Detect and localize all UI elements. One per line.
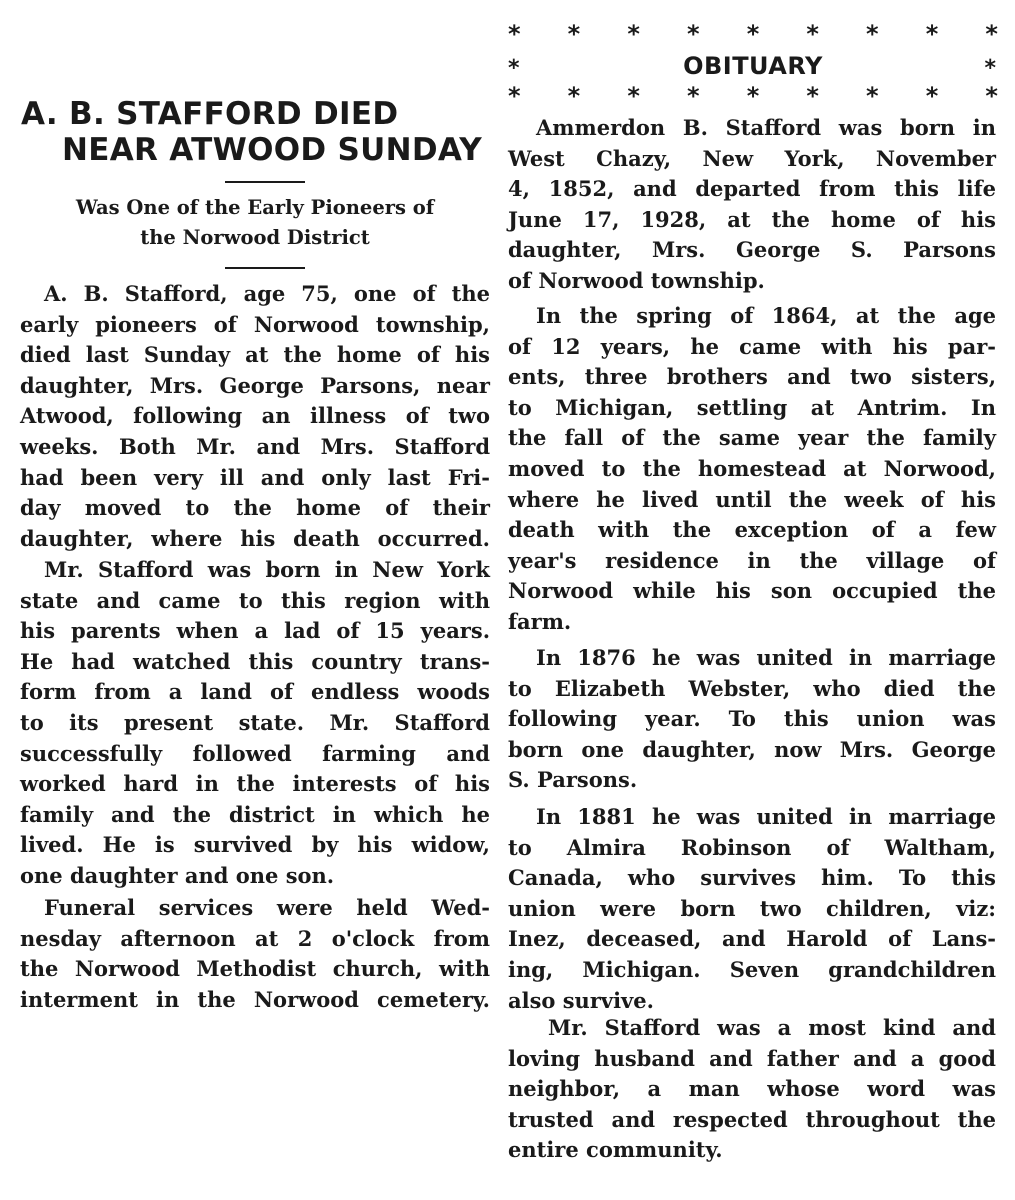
text-line: A. B. Stafford, age 75, one of the [44,281,490,306]
left-paragraph-1 [20,279,490,554]
text-line: S. Parsons. [508,767,638,793]
star-ornament: * [866,82,879,110]
text-line: the fall of the same year the family [508,425,996,451]
text-line: entire community. [508,1137,723,1163]
obituary-paragraph-4 [508,802,996,1016]
star-ornament: * [567,82,581,110]
star-ornament: * [746,20,760,48]
text-line: In 1876 he was united in marriage [536,645,996,670]
text-line: day moved to the home of their [20,495,490,521]
star-ornament: * [627,20,640,48]
text-line: Funeral services were held Wed- [44,895,490,920]
text-line: ing, Michigan. Seven grandchildren [508,956,996,982]
text-line: worked hard in the interests of his [20,771,490,797]
text-line: In 1881 he was united in marriage [536,804,996,829]
star-ornament: * [806,20,819,48]
obituary-title: OBITUARY [683,52,823,80]
text-line: Mr. Stafford was born in New York [44,557,490,582]
obituary-paragraph-2 [508,301,996,638]
obituary-paragraph-5 [508,1013,996,1166]
text-line: Canada, who survives him. To this [508,865,996,891]
text-line: union were born two children, viz: [508,895,996,921]
text-line: the Norwood Methodist church, with [20,956,490,982]
text-line: to Elizabeth Webster, who died the [508,675,996,701]
star-ornament: * [985,82,998,110]
text-line: state and came to this region with [20,587,490,613]
text-line: Atwood, following an illness of two [20,403,490,429]
subhead-line: the Norwood District [140,226,370,249]
subhead-line: Was One of the Early Pioneers of [75,196,435,219]
text-line: daughter, Mrs. George Parsons, near [20,372,490,398]
star-ornament: * [984,56,996,81]
star-border-bottom [508,84,998,108]
star-ornament: * [508,56,520,81]
text-line: to Almira Robinson of Waltham, [508,834,996,860]
left-paragraph-3 [20,893,490,1015]
article-headline [20,96,490,168]
text-line: trusted and respected throughout the [508,1106,996,1132]
text-line: successfully followed farming and [20,740,490,766]
text-line: ents, three brothers and two sisters, [508,364,996,390]
star-ornament: * [567,20,581,48]
star-ornament: * [627,82,640,110]
star-ornament: * [866,20,879,48]
star-ornament: * [687,82,700,110]
headline-line: NEAR ATWOOD SUNDAY [62,132,482,168]
text-line: of Norwood township. [508,267,765,293]
text-line: Norwood while his son occupied the [508,578,996,604]
star-ornament: * [508,20,521,48]
text-line: June 17, 1928, at the home of his [508,206,996,232]
text-line: In the spring of 1864, at the age [536,303,996,328]
star-ornament: * [806,82,819,110]
text-line: weeks. Both Mr. and Mrs. Stafford [20,433,490,459]
text-line: also survive. [508,987,654,1013]
text-line: year's residence in the village of [508,547,996,573]
obituary-paragraph-3 [508,643,996,796]
text-line: death with the exception of a few [508,517,996,543]
text-line: early pioneers of Norwood township, [20,311,490,337]
text-line: daughter, Mrs. George S. Parsons [508,237,996,263]
text-line: to its present state. Mr. Stafford [20,709,490,735]
text-line: moved to the homestead at Norwood, [508,455,996,481]
divider-rule [225,181,305,183]
obituary-title-row [508,52,998,82]
star-ornament: * [746,82,760,110]
star-ornament: * [687,20,700,48]
text-line: 4, 1852, and departed from this life [508,176,996,202]
text-line: form from a land of endless woods [20,679,490,705]
text-line: where he lived until the week of his [508,486,996,512]
star-ornament: * [508,82,521,110]
text-line: of 12 years, he came with his par- [508,333,996,359]
text-line: died last Sunday at the home of his [20,342,490,368]
text-line: interment in the Norwood cemetery. [20,986,490,1012]
star-ornament: * [925,82,939,110]
text-line: had been very ill and only last Fri- [20,464,490,490]
star-ornament: * [925,20,939,48]
text-line: to Michigan, settling at Antrim. In [508,394,996,420]
text-line: Inez, deceased, and Harold of Lans- [508,926,996,952]
text-line: following year. To this union was [508,706,996,732]
text-line: born one daughter, now Mrs. George [508,736,996,762]
star-ornament: * [985,20,998,48]
text-line: his parents when a lad of 15 years. [20,618,490,644]
article-subhead [20,193,490,253]
text-line: daughter, where his death occurred. [20,525,490,551]
divider-rule [225,267,305,269]
text-line: Mr. Stafford was a most kind and [548,1015,996,1040]
star-border-top [508,22,998,46]
text-line: lived. He is survived by his widow, [20,832,490,858]
text-line: neighbor, a man whose word was [508,1076,996,1102]
text-line: He had watched this country trans- [20,648,490,674]
headline-line: A. B. STAFFORD DIED [21,96,399,132]
text-line: nesday afternoon at 2 o'clock from [20,925,490,951]
text-line: Ammerdon B. Stafford was born in [536,115,996,140]
left-paragraph-2 [20,555,490,892]
obituary-paragraph-1 [508,113,996,297]
text-line: West Chazy, New York, November [508,145,996,171]
text-line: one daughter and one son. [20,862,335,888]
text-line: loving husband and father and a good [508,1045,996,1071]
text-line: farm. [508,608,572,634]
text-line: family and the district in which he [20,801,490,827]
